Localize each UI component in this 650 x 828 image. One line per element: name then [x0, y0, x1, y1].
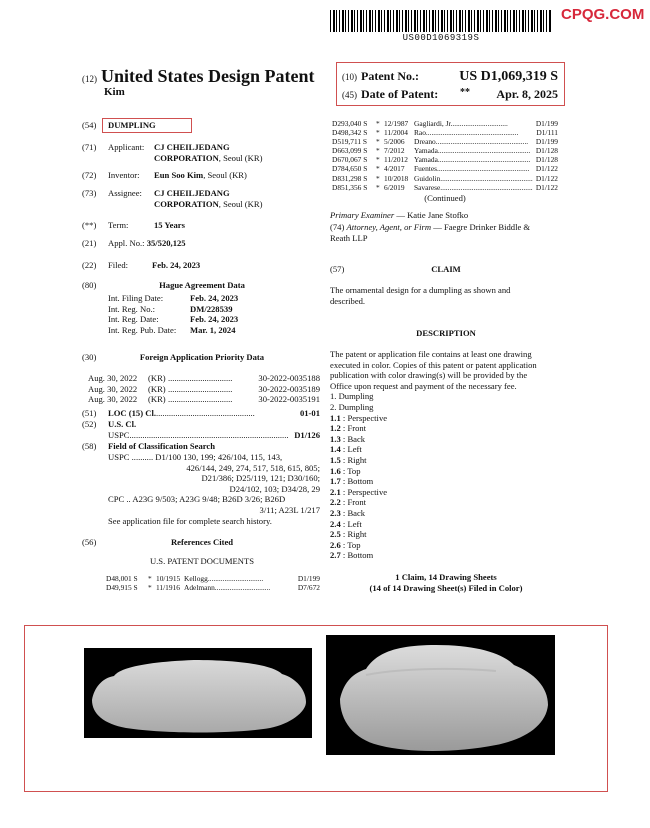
reference-row: D831,298 S * 10/2018 Guidolin .................................................. D1/122 [332, 173, 558, 183]
hague-row: Int. Reg. No.: DM/228539 [108, 303, 233, 314]
field-line: USPC .......... D1/100 130, 199; 426/104, 115, 143, [108, 452, 283, 462]
inventor-row: (72) Inventor: Eun Soo Kim, Seoul (KR) [82, 170, 247, 180]
view-item: 1.3 : Back [330, 433, 366, 444]
embodiment-item: 1. Dumpling [330, 391, 374, 402]
watermark-logo: CPQG.COM [561, 6, 645, 23]
view-item: 1.7 : Bottom [330, 476, 374, 487]
publication-title: (12) United States Design Patent [82, 66, 315, 86]
view-item: 1.2 : Front [330, 423, 367, 434]
reference-row: D49,915 S * 11/1916 Adelmann .............................. D7/672 [106, 583, 320, 593]
applicant-row: (71) Applicant: CJ CHEILJEDANG CORPORATION, Seoul (KR) [82, 142, 263, 163]
view-item: 2.2 : Front [330, 497, 367, 508]
examiner-row: Primary Examiner — Katie Jane Stofko [330, 210, 469, 220]
continued-label: (Continued) [424, 193, 466, 203]
reference-row: D663,099 S * 7/2012 Yamada .................................................. D1/128 [332, 146, 558, 156]
priority-row: Aug. 30, 2022 (KR) .............................. 30-2022-0035189 [88, 383, 320, 394]
attorney-row: (74) Attorney, Agent, or Firm — Faegre Drinker Biddle & Reath LLP [330, 222, 531, 243]
loc-row: (51) LOC (15) Cl. .............................................. 01-01 [82, 408, 320, 418]
description-heading: DESCRIPTION [416, 328, 476, 338]
priority-heading-row: (30) Foreign Application Priority Data [82, 352, 265, 362]
view-item: 2.6 : Top [330, 539, 361, 550]
title-row: (54) DUMPLING [82, 120, 156, 130]
reference-row: D293,040 S * 12/1987 Gagliardi, Jr. .............................. D1/199 [332, 119, 558, 128]
claim-heading-row: (57) CLAIM [330, 264, 461, 274]
field-line: CPC .. A23G 9/503; A23G 9/48; B26D 3/26; B26D [108, 494, 286, 505]
view-item: 1.6 : Top [330, 465, 361, 476]
hague-row: Int. Reg. Date: Feb. 24, 2023 [108, 314, 239, 325]
view-item: 2.5 : Right [330, 529, 367, 540]
dumpling-perspective-view-image [326, 635, 555, 755]
reference-row: D784,650 S * 4/2017 Fuentes .................................................. D1/122 [332, 164, 558, 174]
date-of-patent-row: (45) Date of Patent: ** Apr. 8, 2025 [342, 87, 558, 101]
hague-row: Int. Reg. Pub. Date: Mar. 1, 2024 [108, 324, 236, 335]
field-heading-row: (58) Field of Classification Search [82, 441, 216, 451]
dumpling-front-view-image [84, 648, 312, 738]
references-list-right [332, 119, 558, 192]
reference-row: D670,067 S * 11/2012 Yamada .................................................. D1/128 [332, 155, 558, 165]
uscl-row: (52) U.S. Cl. [82, 419, 137, 429]
barcode [330, 10, 552, 32]
field-lines [108, 452, 320, 526]
field-line: 426/144, 249, 274, 517, 518, 615, 805; [186, 462, 320, 473]
description-body: The patent or application file contains at least one drawing executed in color. Copies of this patent or patent application publication with color drawing(s) will be provided by the Office upon request and payment of the necessary fee. 1. Dumpling 2. Dumpling 1.1 : Perspective 1.2 : Front 1.3 : Back 1.4 : Left 1.5 : Right 1.6 : Top 1.7 : Bottom 2.1 : Perspective 2.2 : Front 2.3 : Back 2.4 : Left 2.5 : Right 2.6 : Top 2.7 : Bottom [330, 349, 562, 561]
us-patent-documents-label: U.S. PATENT DOCUMENTS [149, 556, 255, 566]
view-item: 1.5 : Right [330, 454, 367, 465]
priority-list [88, 373, 320, 405]
drawing-sheets-summary: 1 Claim, 14 Drawing Sheets (14 of 14 Drawing Sheet(s) Filed in Color) [369, 572, 523, 593]
priority-row: Aug. 30, 2022 (KR) .............................. 30-2022-0035191 [88, 394, 320, 405]
embodiment-item: 2. Dumpling [330, 401, 374, 412]
field-note: See application file for complete search history. [108, 515, 272, 526]
term-row: (**) Term: 15 Years [82, 220, 185, 230]
hague-list [108, 293, 318, 335]
assignee-row: (73) Assignee: CJ CHEILJEDANG CORPORATION, Seoul (KR) [82, 188, 263, 209]
references-list-left [106, 574, 320, 592]
filed-row: (22) Filed: Feb. 24, 2023 [82, 260, 201, 270]
view-item: 1.4 : Left [330, 444, 362, 455]
view-item: 2.3 : Back [330, 507, 366, 518]
field-line: 3/11; A23L 1/217 [259, 504, 320, 515]
inventor-surname: Kim [104, 86, 125, 98]
view-item: 1.1 : Perspective [330, 412, 388, 423]
patent-number-row: (10) Patent No.: US D1,069,319 S [342, 69, 558, 84]
reference-row: D48,001 S * 10/1915 Kellogg .............................. D1/199 [106, 574, 320, 583]
view-item: 2.4 : Left [330, 518, 362, 529]
field-line: D21/386; D25/119, 121; D30/160; [201, 473, 320, 484]
reference-row: D851,356 S * 6/2019 Savarese .................................................. D1/122 [332, 182, 558, 192]
reference-row: D519,711 S * 5/2006 Dreano .................................................. D1/199 [332, 137, 558, 147]
uspc-row: USPC .......................................................................... D1/126 [108, 430, 320, 440]
references-heading-row: (56) References Cited [82, 537, 234, 547]
priority-row: Aug. 30, 2022 (KR) .............................. 30-2022-0035188 [88, 373, 320, 383]
field-line: D24/102, 103; D34/28, 29 [229, 483, 320, 494]
reference-row: D498,342 S * 11/2004 Rao .................................................. D1/111 [332, 128, 558, 138]
claim-text: The ornamental design for a dumpling as shown and described. [330, 285, 511, 306]
appl-no-row: (21) Appl. No.: 35/520,125 [82, 238, 186, 248]
hague-heading-row: (80) Hague Agreement Data [82, 280, 245, 290]
barcode-number: US00D1069319S [402, 33, 480, 43]
view-item: 2.7 : Bottom [330, 550, 374, 561]
hague-row: Int. Filing Date: Feb. 24, 2023 [108, 293, 239, 303]
view-item: 2.1 : Perspective [330, 486, 388, 497]
